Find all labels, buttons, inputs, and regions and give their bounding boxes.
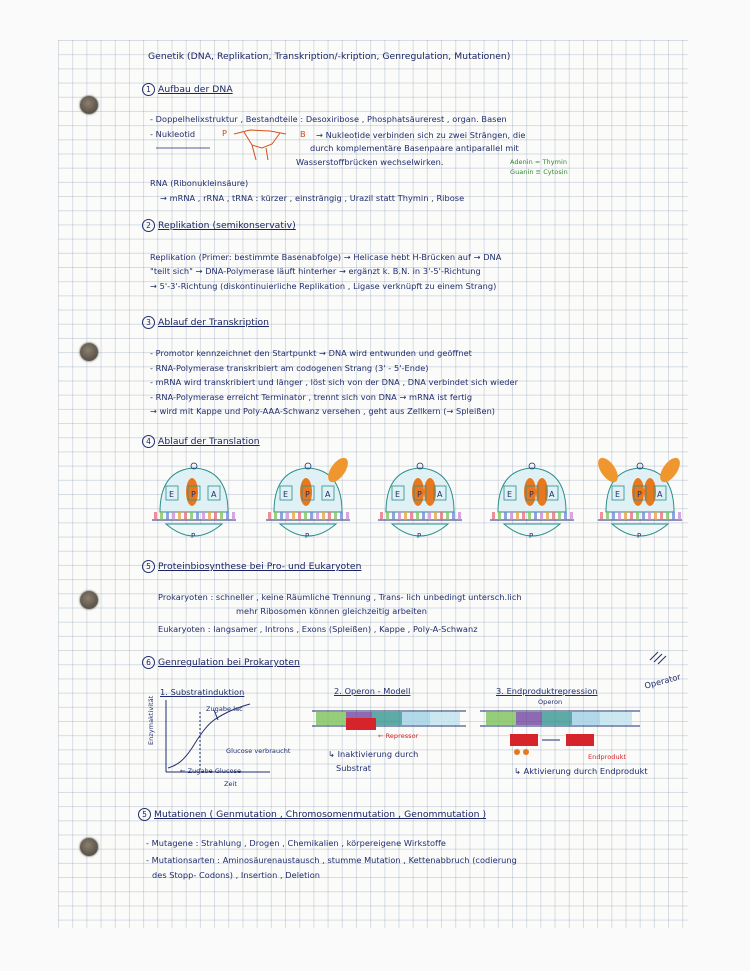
section-number: 5 bbox=[138, 808, 151, 821]
site-label-lower: P bbox=[637, 532, 642, 540]
s2-line-2: "teilt sich" → DNA-Polymerase läuft hinterher → ergänzt k. B.N. in 3'-5'-Richtung bbox=[150, 266, 481, 276]
y-axis-label: Enzymaktivität bbox=[147, 695, 155, 745]
site-label: E bbox=[507, 490, 513, 499]
s5-line-1: Prokaryoten : schneller , keine Räumliche Trennung , Trans- lich unbedingt untersch.lich bbox=[158, 592, 522, 602]
page-title: Genetik (DNA, Replikation, Transkription/-kription, Genregulation, Mutationen) bbox=[148, 51, 511, 62]
s1-line-1: - Doppelhelixstruktur , Bestandteile : Desoxiribose , Phosphatsäurerest , organ. Basen bbox=[150, 114, 507, 124]
inaktivierung-1: ↳ Inaktivierung durch bbox=[328, 749, 419, 759]
nucleotide-p: P bbox=[222, 128, 227, 138]
inaktivierung-2: Substrat bbox=[336, 763, 372, 773]
heading-text: Mutationen ( Genmutation , Chromosomenmutation , Genommutation ) bbox=[154, 809, 487, 820]
heading-text: Aufbau der DNA bbox=[158, 84, 233, 95]
site-label: P bbox=[529, 490, 534, 499]
s3-line-2: - RNA-Polymerase transkribiert am codogenen Strang (3' - 5'-Ende) bbox=[150, 363, 429, 373]
heading-text: Ablauf der Transkription bbox=[158, 317, 270, 328]
endprodukt-label: Endprodukt bbox=[588, 753, 627, 761]
s1-line-3: durch komplementäre Basenpaare antiparallel mit bbox=[310, 143, 519, 153]
section-number: 5 bbox=[142, 560, 155, 573]
operon-bar-2 bbox=[480, 711, 640, 755]
site-label-lower: P bbox=[417, 532, 422, 540]
s1-line-2: - Nukleotid bbox=[150, 129, 196, 139]
sub-operon-modell: 2. Operon - Modell bbox=[334, 686, 411, 696]
s1-line-2b: → Nukleotide verbinden sich zu zwei Strängen, die bbox=[316, 130, 526, 140]
s3-line-5: → wird mit Kappe und Poly-AAA-Schwanz versehen , geht aus Zellkern (→ Spleißen) bbox=[150, 406, 496, 416]
s1-rna-2: → mRNA , rRNA , tRNA : kürzer , einsträngig , Urazil statt Thymin , Ribose bbox=[160, 193, 465, 203]
site-label: E bbox=[169, 490, 175, 499]
site-label: A bbox=[549, 490, 555, 499]
s7-line-3: des Stopp- Codons) , Insertion , Deletion bbox=[152, 870, 321, 880]
site-label: E bbox=[615, 490, 621, 499]
s3-line-1: - Promotor kennzeichnet den Startpunkt → DNA wird entwunden und geöffnet bbox=[150, 348, 472, 358]
zugabe-glucose: ← Zugabe Glucose bbox=[180, 767, 242, 775]
zeit-label: Zeit bbox=[224, 780, 238, 788]
s1-line-4: Wasserstoffbrücken wechselwirken. bbox=[296, 157, 444, 167]
operon-label: Operon bbox=[538, 698, 563, 706]
section-number: 4 bbox=[142, 435, 155, 448]
section-number: 6 bbox=[142, 656, 155, 669]
section-number: 2 bbox=[142, 219, 155, 232]
section-number: 1 bbox=[142, 83, 155, 96]
basepair-gc: Guanin ≡ Cytosin bbox=[510, 168, 568, 176]
site-label: P bbox=[417, 490, 422, 499]
repressor-label: ← Repressor bbox=[378, 732, 419, 740]
glucose-verbraucht: Glucose verbraucht bbox=[226, 747, 291, 755]
site-label: P bbox=[637, 490, 642, 499]
site-label: P bbox=[191, 490, 196, 499]
site-label-lower: P bbox=[305, 532, 310, 540]
operator-note: Operator bbox=[643, 671, 682, 691]
nucleotide-b: B bbox=[300, 129, 306, 139]
s7-line-1: - Mutagene : Strahlung , Drogen , Chemikalien , körpereigene Wirkstoffe bbox=[146, 838, 446, 848]
site-label: A bbox=[657, 490, 663, 499]
s2-line-3: → 5'-3'-Richtung (diskontinuierliche Replikation , Ligase verknüpft zu einem Strang) bbox=[150, 281, 497, 291]
basepair-at: Adenin = Thymin bbox=[510, 158, 568, 166]
site-label: E bbox=[283, 490, 289, 499]
site-label: E bbox=[395, 490, 401, 499]
section-number: 3 bbox=[142, 316, 155, 329]
s2-line-1: Replikation (Primer: bestimmte Basenabfolge) → Helicase hebt H-Brücken auf → DNA bbox=[150, 252, 502, 262]
site-label-lower: P bbox=[529, 532, 534, 540]
heading-text: Ablauf der Translation bbox=[158, 436, 260, 447]
aktivierung: ↳ Aktivierung durch Endprodukt bbox=[514, 766, 648, 776]
heading-text: Proteinbiosynthese bei Pro- und Eukaryoten bbox=[158, 561, 362, 572]
operon-bar-1 bbox=[312, 711, 466, 730]
hatch-marks bbox=[650, 652, 666, 664]
sub-substratinduktion: 1. Substratinduktion bbox=[160, 687, 245, 697]
site-label: A bbox=[211, 490, 217, 499]
zugabe-lac: Zugabe lac bbox=[206, 705, 243, 713]
s1-rna-1: RNA (Ribonukleinsäure) bbox=[150, 178, 249, 188]
s3-line-4: - RNA-Polymerase erreicht Terminator , trennt sich von DNA → mRNA ist fertig bbox=[150, 392, 473, 402]
site-label: P bbox=[305, 490, 310, 499]
s5-line-2: mehr Ribosomen können gleichzeitig arbeiten bbox=[236, 606, 427, 616]
nucleotide-sketch bbox=[234, 130, 286, 160]
induction-graph bbox=[166, 700, 270, 772]
site-label: A bbox=[437, 490, 443, 499]
site-label-lower: P bbox=[191, 532, 196, 540]
s7-line-2: - Mutationsarten : Aminosäurenaustausch , stumme Mutation , Kettenabbruch (codierung bbox=[146, 855, 517, 865]
heading-text: Replikation (semikonservativ) bbox=[158, 220, 296, 231]
s5-line-3: Eukaryoten : langsamer , Introns , Exons (Spleißen) , Kappe , Poly-A-Schwanz bbox=[158, 624, 478, 634]
site-label: A bbox=[325, 490, 331, 499]
sub-endproduktrepression: 3. Endproduktrepression bbox=[496, 686, 598, 696]
heading-text: Genregulation bei Prokaryoten bbox=[158, 657, 300, 668]
s3-line-3: - mRNA wird transkribiert und länger , löst sich von der DNA , DNA verbindet sich wieder bbox=[150, 377, 519, 387]
